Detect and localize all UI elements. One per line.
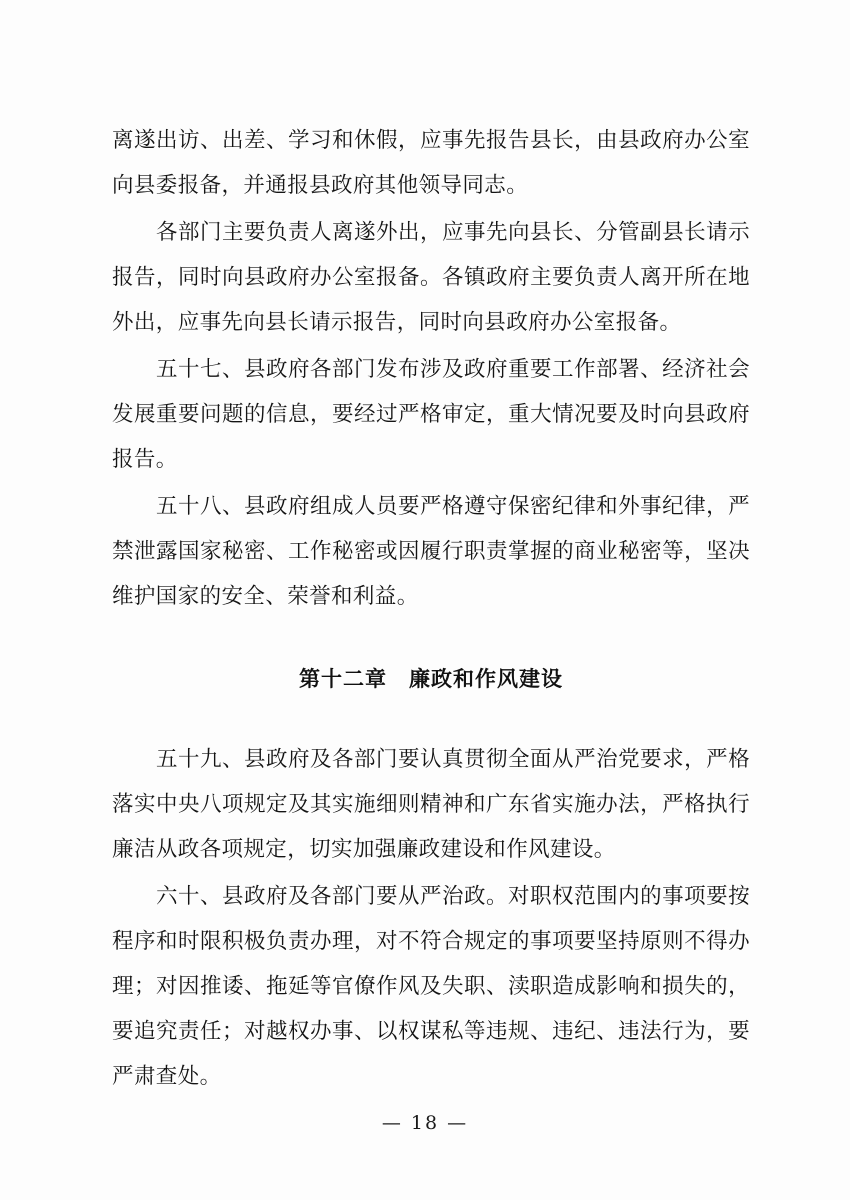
paragraph: 五十七、县政府各部门发布涉及政府重要工作部署、经济社会发展重要问题的信息，要经过严格审定，重大情况要及时向县政府报告。 [112,357,750,472]
paragraph: 六十、县政府及各部门要从严治政。对职权范围内的事项要按程序和时限积极负责办理，对不符合规定的事项要坚持原则不得办理；对因推诿、拖延等官僚作风及失职、渎职造成影响和损失的，要追究责任；对越权办事、以权谋私等违规、违纪、违法行为，要严肃查处。 [112,884,750,1089]
paragraph: 各部门主要负责人离遂外出，应事先向县长、分管副县长请示报告，同时向县政府办公室报备。各镇政府主要负责人离开所在地外出，应事先向县长请示报告，同时向县政府办公室报备。 [112,220,750,335]
paragraph: 离遂出访、出差、学习和休假，应事先报告县长，由县政府办公室向县委报备，并通报县政府其他领导同志。 [112,128,750,198]
paragraph: 五十八、县政府组成人员要严格遵守保密纪律和外事纪律，严禁泄露国家秘密、工作秘密或因履行职责掌握的商业秘密等，坚决维护国家的安全、荣誉和利益。 [112,494,750,609]
heading-spacer-below [112,693,750,737]
page-number: — 18 — [381,1112,469,1134]
paragraph: 五十九、县政府及各部门要认真贯彻全面从严治党要求，严格落实中央八项规定及其实施细则精神和广东省实施办法，严格执行廉洁从政各项规定，切实加强廉政建设和作风建设。 [112,747,750,862]
chapter-heading: 第十二章 廉政和作风建设 [299,667,563,691]
document-body [112,118,750,1101]
page-footer [0,1112,850,1134]
heading-spacer-above [112,621,750,663]
